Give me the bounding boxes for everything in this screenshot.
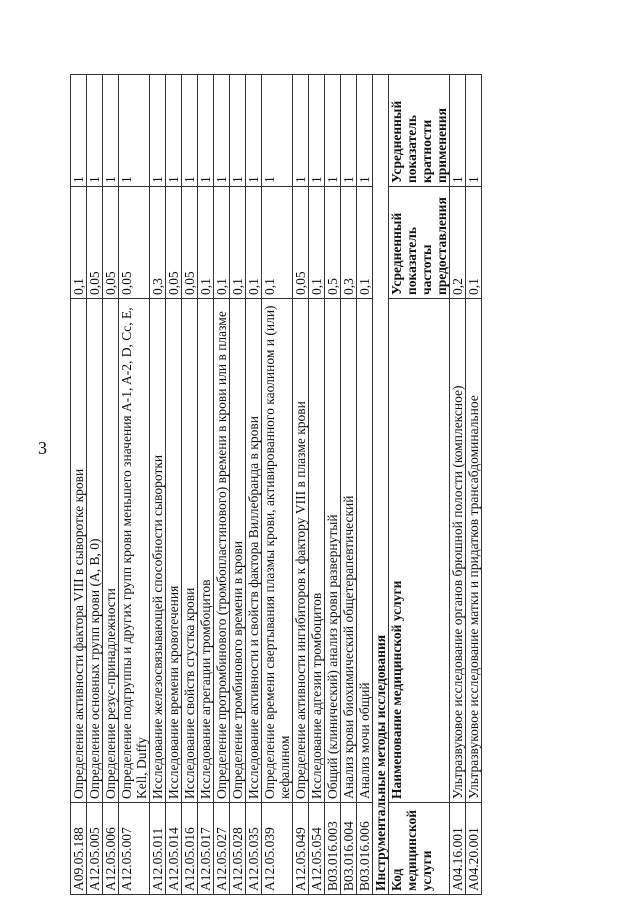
table-row (71, 75, 87, 895)
service-code: A12.05.011 (150, 803, 166, 895)
service-code: A12.05.017 (198, 803, 214, 895)
multiplicity-value: 1 (119, 75, 150, 187)
header-freq: Усредненный показатель частоты предоставления (389, 187, 450, 299)
frequency-value: 0,05 (119, 187, 150, 299)
frequency-value: 0,1 (466, 187, 482, 299)
table-row (87, 75, 103, 895)
frequency-value: 0,1 (230, 187, 246, 299)
service-code: B03.016.006 (357, 803, 373, 895)
service-name: Исследование железосвязывающей способности сыворотки (150, 299, 166, 803)
multiplicity-value: 1 (71, 75, 87, 187)
section-title: Инструментальные методы исследования (373, 75, 389, 895)
service-name: Общий (клинический) анализ крови развернутый (325, 299, 341, 803)
table-row (466, 75, 482, 895)
frequency-value: 0,2 (450, 187, 466, 299)
multiplicity-value: 1 (103, 75, 119, 187)
instrumental-body (450, 75, 482, 895)
service-name: Определение основных групп крови (A, B, 0) (87, 299, 103, 803)
service-code: A04.16.001 (450, 803, 466, 895)
frequency-value: 0,05 (103, 187, 119, 299)
header-code: Код медицинской услуги (389, 803, 450, 895)
multiplicity-value: 1 (450, 75, 466, 187)
frequency-value: 0,05 (182, 187, 198, 299)
service-name: Исследование адгезии тромбоцитов (309, 299, 325, 803)
service-name: Определение резус-принадлежности (103, 299, 119, 803)
service-code: A12.05.054 (309, 803, 325, 895)
multiplicity-value: 1 (214, 75, 230, 187)
rotated-page (70, 75, 610, 895)
table-row (341, 75, 357, 895)
multiplicity-value: 1 (198, 75, 214, 187)
service-code: A12.05.049 (293, 803, 309, 895)
table-row (103, 75, 119, 895)
frequency-value: 0,3 (150, 187, 166, 299)
service-name: Исследование времени кровотечения (166, 299, 182, 803)
services-table (70, 74, 482, 895)
multiplicity-value: 1 (466, 75, 482, 187)
header-row (389, 75, 450, 895)
multiplicity-value: 1 (166, 75, 182, 187)
table-row (119, 75, 150, 895)
service-name: Определение подгруппы и других групп крови меньшего значения A-1, A-2, D, Cc, E, Kell, Duffy (119, 299, 150, 803)
frequency-value: 0,05 (87, 187, 103, 299)
service-code: A12.05.039 (262, 803, 293, 895)
table-row (357, 75, 373, 895)
table-row (214, 75, 230, 895)
table-row (150, 75, 166, 895)
frequency-value: 0,1 (198, 187, 214, 299)
multiplicity-value: 1 (325, 75, 341, 187)
multiplicity-value: 1 (150, 75, 166, 187)
section-row (373, 75, 389, 895)
table-row (325, 75, 341, 895)
service-name: Ультразвуковое исследование матки и придатков трансабдоминальное (466, 299, 482, 803)
table-row (198, 75, 214, 895)
service-code: A12.05.005 (87, 803, 103, 895)
frequency-value: 0,1 (214, 187, 230, 299)
service-name: Определение протромбинового (тромбопластинового) времени в крови или в плазме (214, 299, 230, 803)
service-code: A12.05.016 (182, 803, 198, 895)
service-code: A04.20.001 (466, 803, 482, 895)
service-code: A12.05.007 (119, 803, 150, 895)
service-name: Исследование свойств сгустка крови (182, 299, 198, 803)
service-code: B03.016.003 (325, 803, 341, 895)
service-code: A12.05.006 (103, 803, 119, 895)
instrumental-section (373, 75, 450, 895)
service-name: Ультразвуковое исследование органов брюшной полости (комплексное) (450, 299, 466, 803)
multiplicity-value: 1 (309, 75, 325, 187)
service-code: A12.05.014 (166, 803, 182, 895)
header-name: Наименование медицинской услуги (389, 299, 450, 803)
table-row (246, 75, 262, 895)
service-name: Анализ крови биохимический общетерапевтический (341, 299, 357, 803)
service-name: Определение времени свертывания плазмы крови, активированного каолином и (или) кефалином (262, 299, 293, 803)
lab-tests-body (71, 75, 373, 895)
service-code: A12.05.028 (230, 803, 246, 895)
frequency-value: 0,1 (71, 187, 87, 299)
service-name: Определение активности фактора VIII в сыворотке крови (71, 299, 87, 803)
frequency-value: 0,5 (325, 187, 341, 299)
service-code: B03.016.004 (341, 803, 357, 895)
service-code: A12.05.035 (246, 803, 262, 895)
multiplicity-value: 1 (87, 75, 103, 187)
multiplicity-value: 1 (182, 75, 198, 187)
frequency-value: 0,05 (166, 187, 182, 299)
frequency-value: 0,1 (262, 187, 293, 299)
multiplicity-value: 1 (341, 75, 357, 187)
table-row (230, 75, 246, 895)
header-mult: Усредненный показатель кратности применения (389, 75, 450, 187)
service-name: Определение тромбинового времени в крови (230, 299, 246, 803)
frequency-value: 0,05 (293, 187, 309, 299)
table-row (182, 75, 198, 895)
service-name: Определение активности ингибиторов к фактору VIII в плазме крови (293, 299, 309, 803)
table-row (293, 75, 309, 895)
table-row (309, 75, 325, 895)
table-row (450, 75, 466, 895)
service-name: Исследование активности и свойств фактора Виллебранда в крови (246, 299, 262, 803)
frequency-value: 0,1 (357, 187, 373, 299)
table-row (262, 75, 293, 895)
multiplicity-value: 1 (293, 75, 309, 187)
table-row (166, 75, 182, 895)
service-name: Анализ мочи общий (357, 299, 373, 803)
service-code: A12.05.027 (214, 803, 230, 895)
page-number: 3 (38, 438, 47, 458)
service-name: Исследование агрегации тромбоцитов (198, 299, 214, 803)
multiplicity-value: 1 (357, 75, 373, 187)
multiplicity-value: 1 (262, 75, 293, 187)
frequency-value: 0,1 (309, 187, 325, 299)
multiplicity-value: 1 (246, 75, 262, 187)
frequency-value: 0,3 (341, 187, 357, 299)
service-code: A09.05.188 (71, 803, 87, 895)
multiplicity-value: 1 (230, 75, 246, 187)
frequency-value: 0,1 (246, 187, 262, 299)
